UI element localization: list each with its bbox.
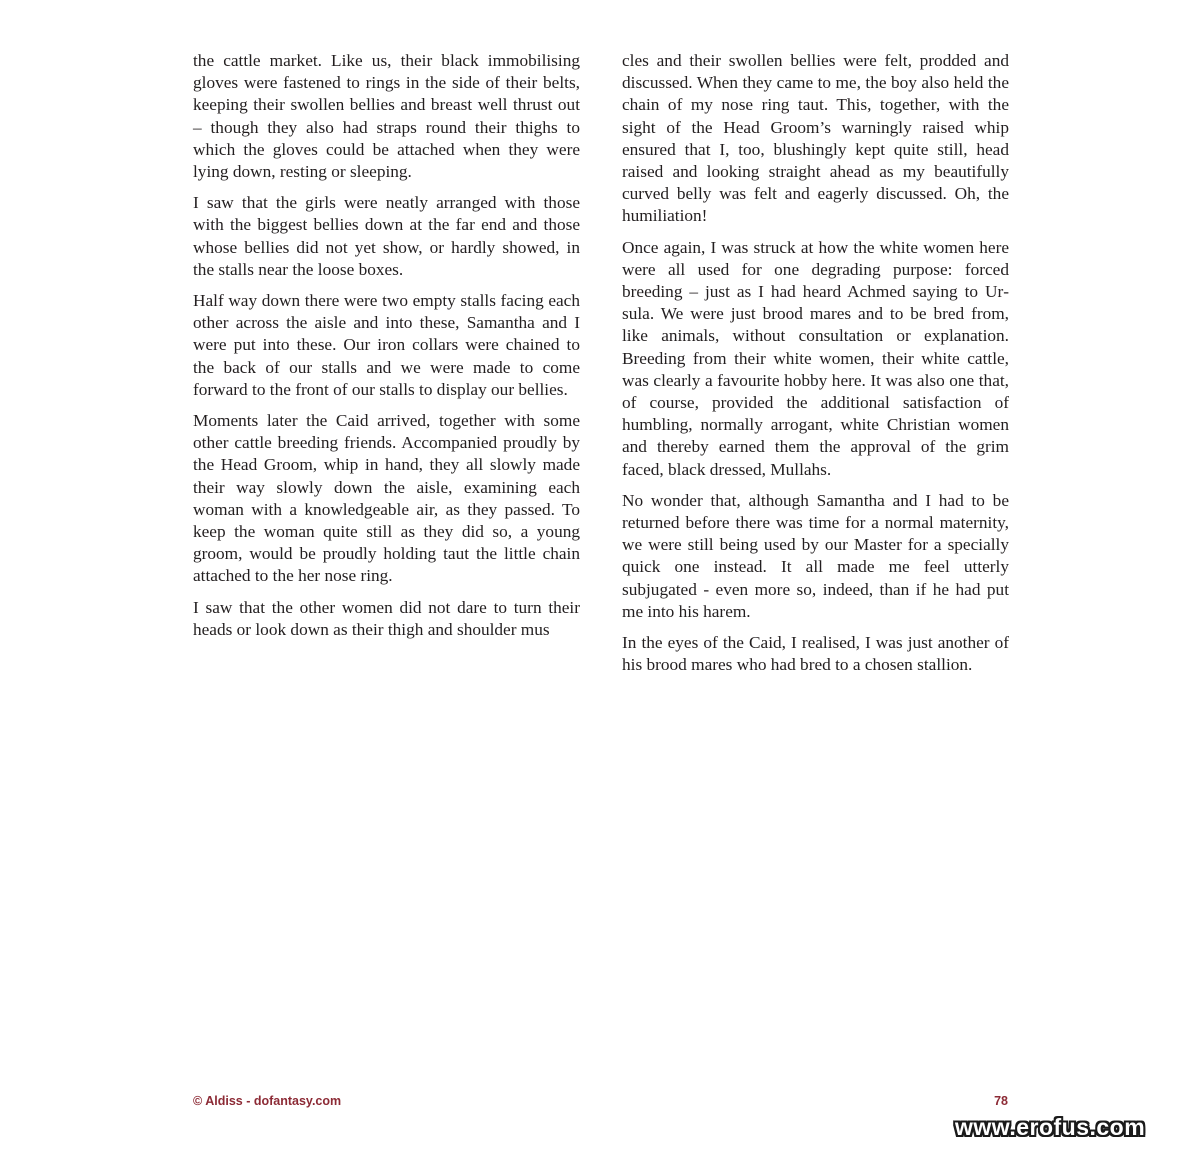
paragraph: Half way down there were two empty stalls facing each other across the aisle and into these, Samantha and I were put into these. Our iron collars were chained to the back of our stalls and we were made to come forward to the front of our stalls to display our bellies. bbox=[193, 291, 580, 399]
page-number: 78 bbox=[994, 1094, 1008, 1108]
right-text-column bbox=[622, 50, 1009, 685]
paragraph: Once again, I was struck at how the white women here were all used for one degrading purpose: forced breeding – just as I had heard Achmed saying to Ursula. We were just brood mares and to be bred from, like animals, without consultation or explanation. Breeding from their white women, their white cattle, was clearly a favourite hobby here. It was also one that, of course, provided the additional satisfaction of humbling, normally arrogant, white Christian women and thereby earned them the approval of the grim faced, black dressed, Mullahs. bbox=[622, 237, 1009, 479]
paragraph: I saw that the girls were neatly arranged with those with the biggest bellies down at the far end and those whose bellies did not yet show, or hardly showed, in the stalls near the loose boxes. bbox=[193, 193, 580, 279]
site-watermark: www.erofus.com bbox=[955, 1114, 1146, 1140]
paragraph: cles and their swollen bellies were felt, prodded and discussed. When they came to me, the boy also held the chain of my nose ring taut. This, together, with the sight of the Head Groom’s warningly raised whip ensured that I, too, blushingly kept quite still, head raised and looking straight ahead as my beautifully curved belly was felt and eagerly discussed. Oh, the humiliation! bbox=[622, 51, 1009, 226]
left-text-column bbox=[193, 50, 580, 650]
paragraph: I saw that the other women did not dare to turn their heads or look down as their thigh and shoulder mus bbox=[193, 597, 580, 639]
paragraph: In the eyes of the Caid, I realised, I was just another of his brood mares who had bred to a chosen stallion. bbox=[622, 633, 1009, 675]
paragraph: the cattle market. Like us, their black immobilising gloves were fastened to rings in the side of their belts, keeping their swollen bellies and breast well thrust out – though they also had straps round their thighs to which the gloves could be attached when they were lying down, resting or sleeping. bbox=[193, 51, 580, 182]
footer-copyright: © Aldiss - dofantasy.com bbox=[193, 1094, 342, 1108]
paragraph: Moments later the Caid arrived, together with some other cattle breeding friends. Accompanied proudly by the Head Groom, whip in hand, they all slowly made their way slowly down the aisle, examining each woman with a knowledgeable air, as they passed. To keep the woman quite still as they did so, a young groom, would be proudly holding taut the little chain attached to the her nose ring. bbox=[193, 411, 580, 586]
paragraph: No wonder that, although Samantha and I had to be returned before there was time for a normal maternity, we were still being used by our Master for a specially quick one instead. It all made me feel utterly subjugated - even more so, indeed, than if he had put me into his harem. bbox=[622, 490, 1009, 621]
